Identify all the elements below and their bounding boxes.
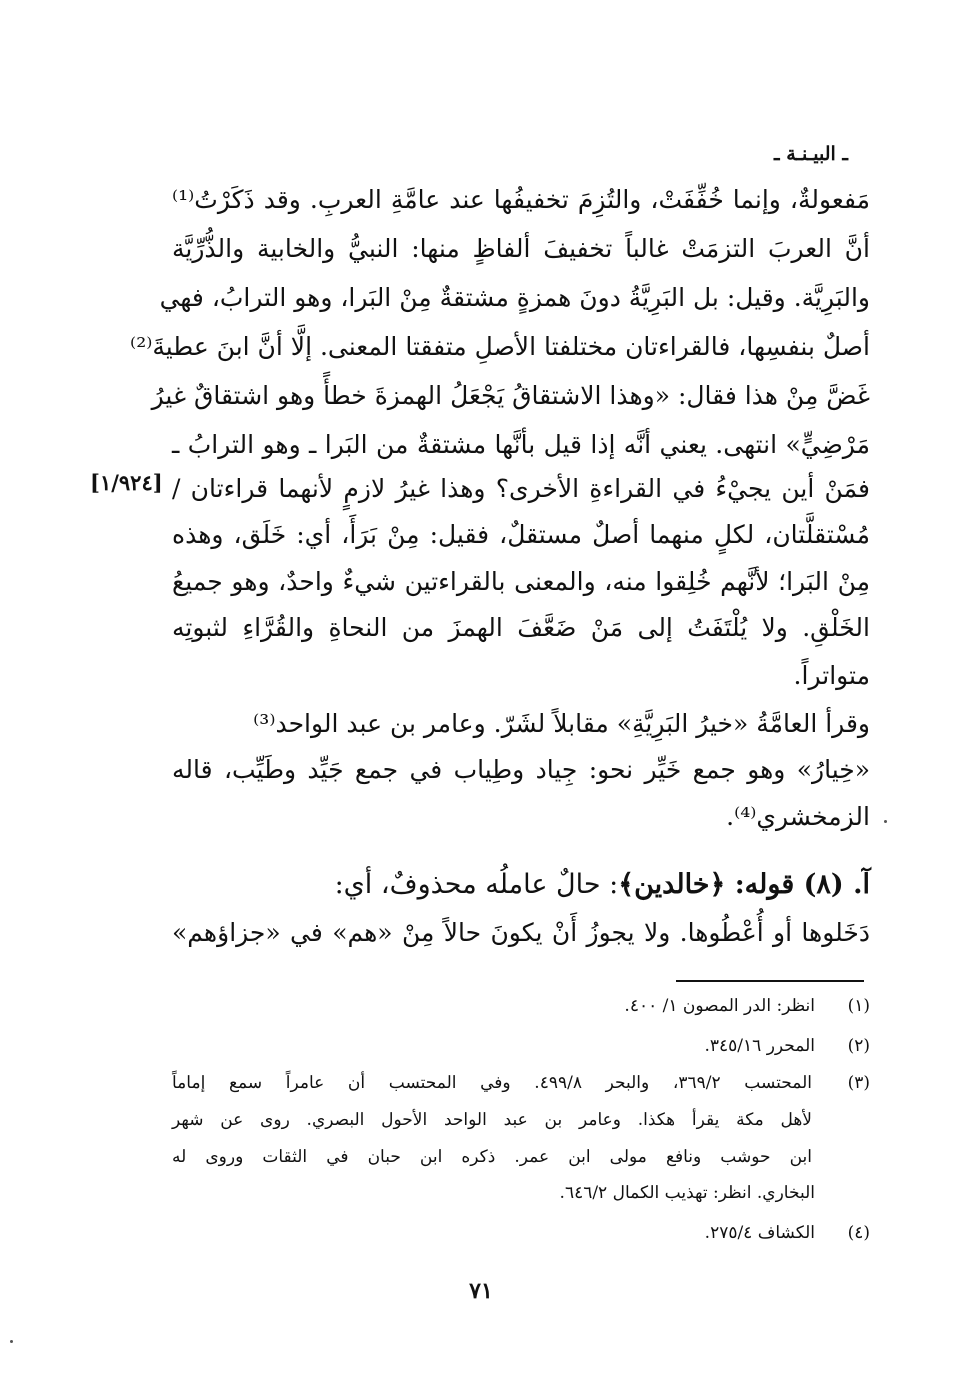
running-header: ـ البيـنـة ـ bbox=[774, 143, 848, 165]
manuscript-folio-ref: [١/٩٢٤] bbox=[90, 470, 163, 495]
body-line: أصلٌ بنفسِها، فالقراءتان مختلفتا الأصلِ متفقتا المعنى. إلَّا أنَّ ابنَ عطيةَ⁽²⁾ bbox=[130, 332, 870, 361]
footnote-divider bbox=[676, 980, 864, 982]
body-line: الزمخشري⁽⁴⁾. bbox=[726, 802, 870, 831]
scan-speck bbox=[884, 820, 887, 823]
scan-speck bbox=[10, 1340, 13, 1343]
page-number: ٧١ bbox=[469, 1278, 493, 1304]
body-line: مُسْتقلَّتان، لكلٍ منهما أصلٌ مستقلٌ، فقيل: مِنْ بَرَأَ، أي: خَلَق، وهذه bbox=[172, 520, 870, 549]
body-line: «خِيارُ» وهو جمع خَيِّر نحو: جِياد وطِياب في جمع جَيِّد وطَيِّب، قاله bbox=[172, 755, 870, 784]
footnote-number: (٢) bbox=[847, 1036, 870, 1056]
section-text: : حالٌ عاملُه محذوفٌ، أي: bbox=[334, 869, 619, 900]
body-line: والبَرِيَّة. وقيل: بل البَرِيَّةُ دونَ همزةٍ مشتقةٌ مِنْ البَرا، وهو الترابُ، فهي bbox=[159, 283, 870, 312]
footnote-number: (٣) bbox=[847, 1073, 870, 1093]
body-line: الخَلْقِ. ولا يُلْتَفَتُ إلى مَنْ ضَعَّفَ الهمزَ من النحاةِ والقُرَّاءِ لثبوتِه bbox=[172, 613, 870, 642]
footnote-text: الكشاف ٢٧٥/٤. bbox=[704, 1223, 815, 1243]
section-line: دَخَلوها أو أُعْطُوها. ولا يجوزُ أَنْ يكونَ حالاً مِنْ «هم» في «جزاؤهم» bbox=[172, 918, 870, 947]
footnote-number: (١) bbox=[847, 996, 870, 1016]
body-line: غَضَّ مِنْ هذا فقال: «وهذا الاشتقاقُ يَجْعَلُ الهمزةَ خطأً وهو اشتقاقٌ غيرُ bbox=[151, 381, 870, 410]
body-line: مَرْضِيٍّ» انتهى. يعني أنَّه إذا قيل بأنَّها مشتقةٌ من البَرا ـ وهو الترابُ ـ bbox=[172, 430, 870, 459]
footnote-text: المحرر ٣٤٥/١٦. bbox=[704, 1036, 815, 1056]
body-line: مَفعولةٌ، وإنما خُفِّفَتْ، والتُزِمَ تخفيفُها عند عامَّةِ العربِ. وقد ذَكَرْتُ⁽¹⁾ bbox=[172, 185, 870, 214]
body-line: فمَنْ أين يجيْءُ في القراءةِ الأخرى؟ وهذا غيرُ لازمٍ لأنهما قراءتان / bbox=[172, 474, 870, 503]
footnote-text: المحتسب ٣٦٩/٢، والبحر ٤٩٩/٨. وفي المحتسب أن عامراً سمع إماماً bbox=[172, 1073, 812, 1093]
footnote-text: انظر: الدر المصون ١/ ٤٠٠. bbox=[624, 996, 815, 1016]
section-line bbox=[335, 865, 870, 911]
footnote-text: لأهل مكة يقرأ هكذا. وعامر بن عبد الواحد الأحول البصري. روى عن شهر bbox=[172, 1110, 812, 1130]
body-line: متواتراً. bbox=[793, 661, 870, 690]
footnote-text: البخاري. انظر: تهذيب الكمال ٦٤٦/٢. bbox=[559, 1183, 815, 1203]
body-line: وقرأ العامَّةُ «خيرُ البَرِيَّةِ» مقابلاً لشَرّ. وعامر بن عبد الواحد⁽³⁾ bbox=[253, 709, 870, 738]
footnote-number: (٤) bbox=[847, 1223, 870, 1243]
footnote-text: ابن حوشب ونافع مولى ابن عمر. ذكره ابن حبان في الثقات وروى له bbox=[172, 1147, 812, 1167]
verse-label: آ. (٨) قوله: ﴿خالدين﴾ bbox=[618, 869, 870, 900]
body-line: مِنْ البَرا؛ لأنَّهم خُلِقوا منه، والمعنى بالقراءتين شيءٌ واحدٌ، وهو جميعُ bbox=[172, 567, 870, 596]
body-line: أنَّ العربَ التزمَتْ غالباً تخفيفَ ألفاظٍ منها: النبيُّ والخابية والذُّرِّيَّة bbox=[172, 234, 870, 263]
